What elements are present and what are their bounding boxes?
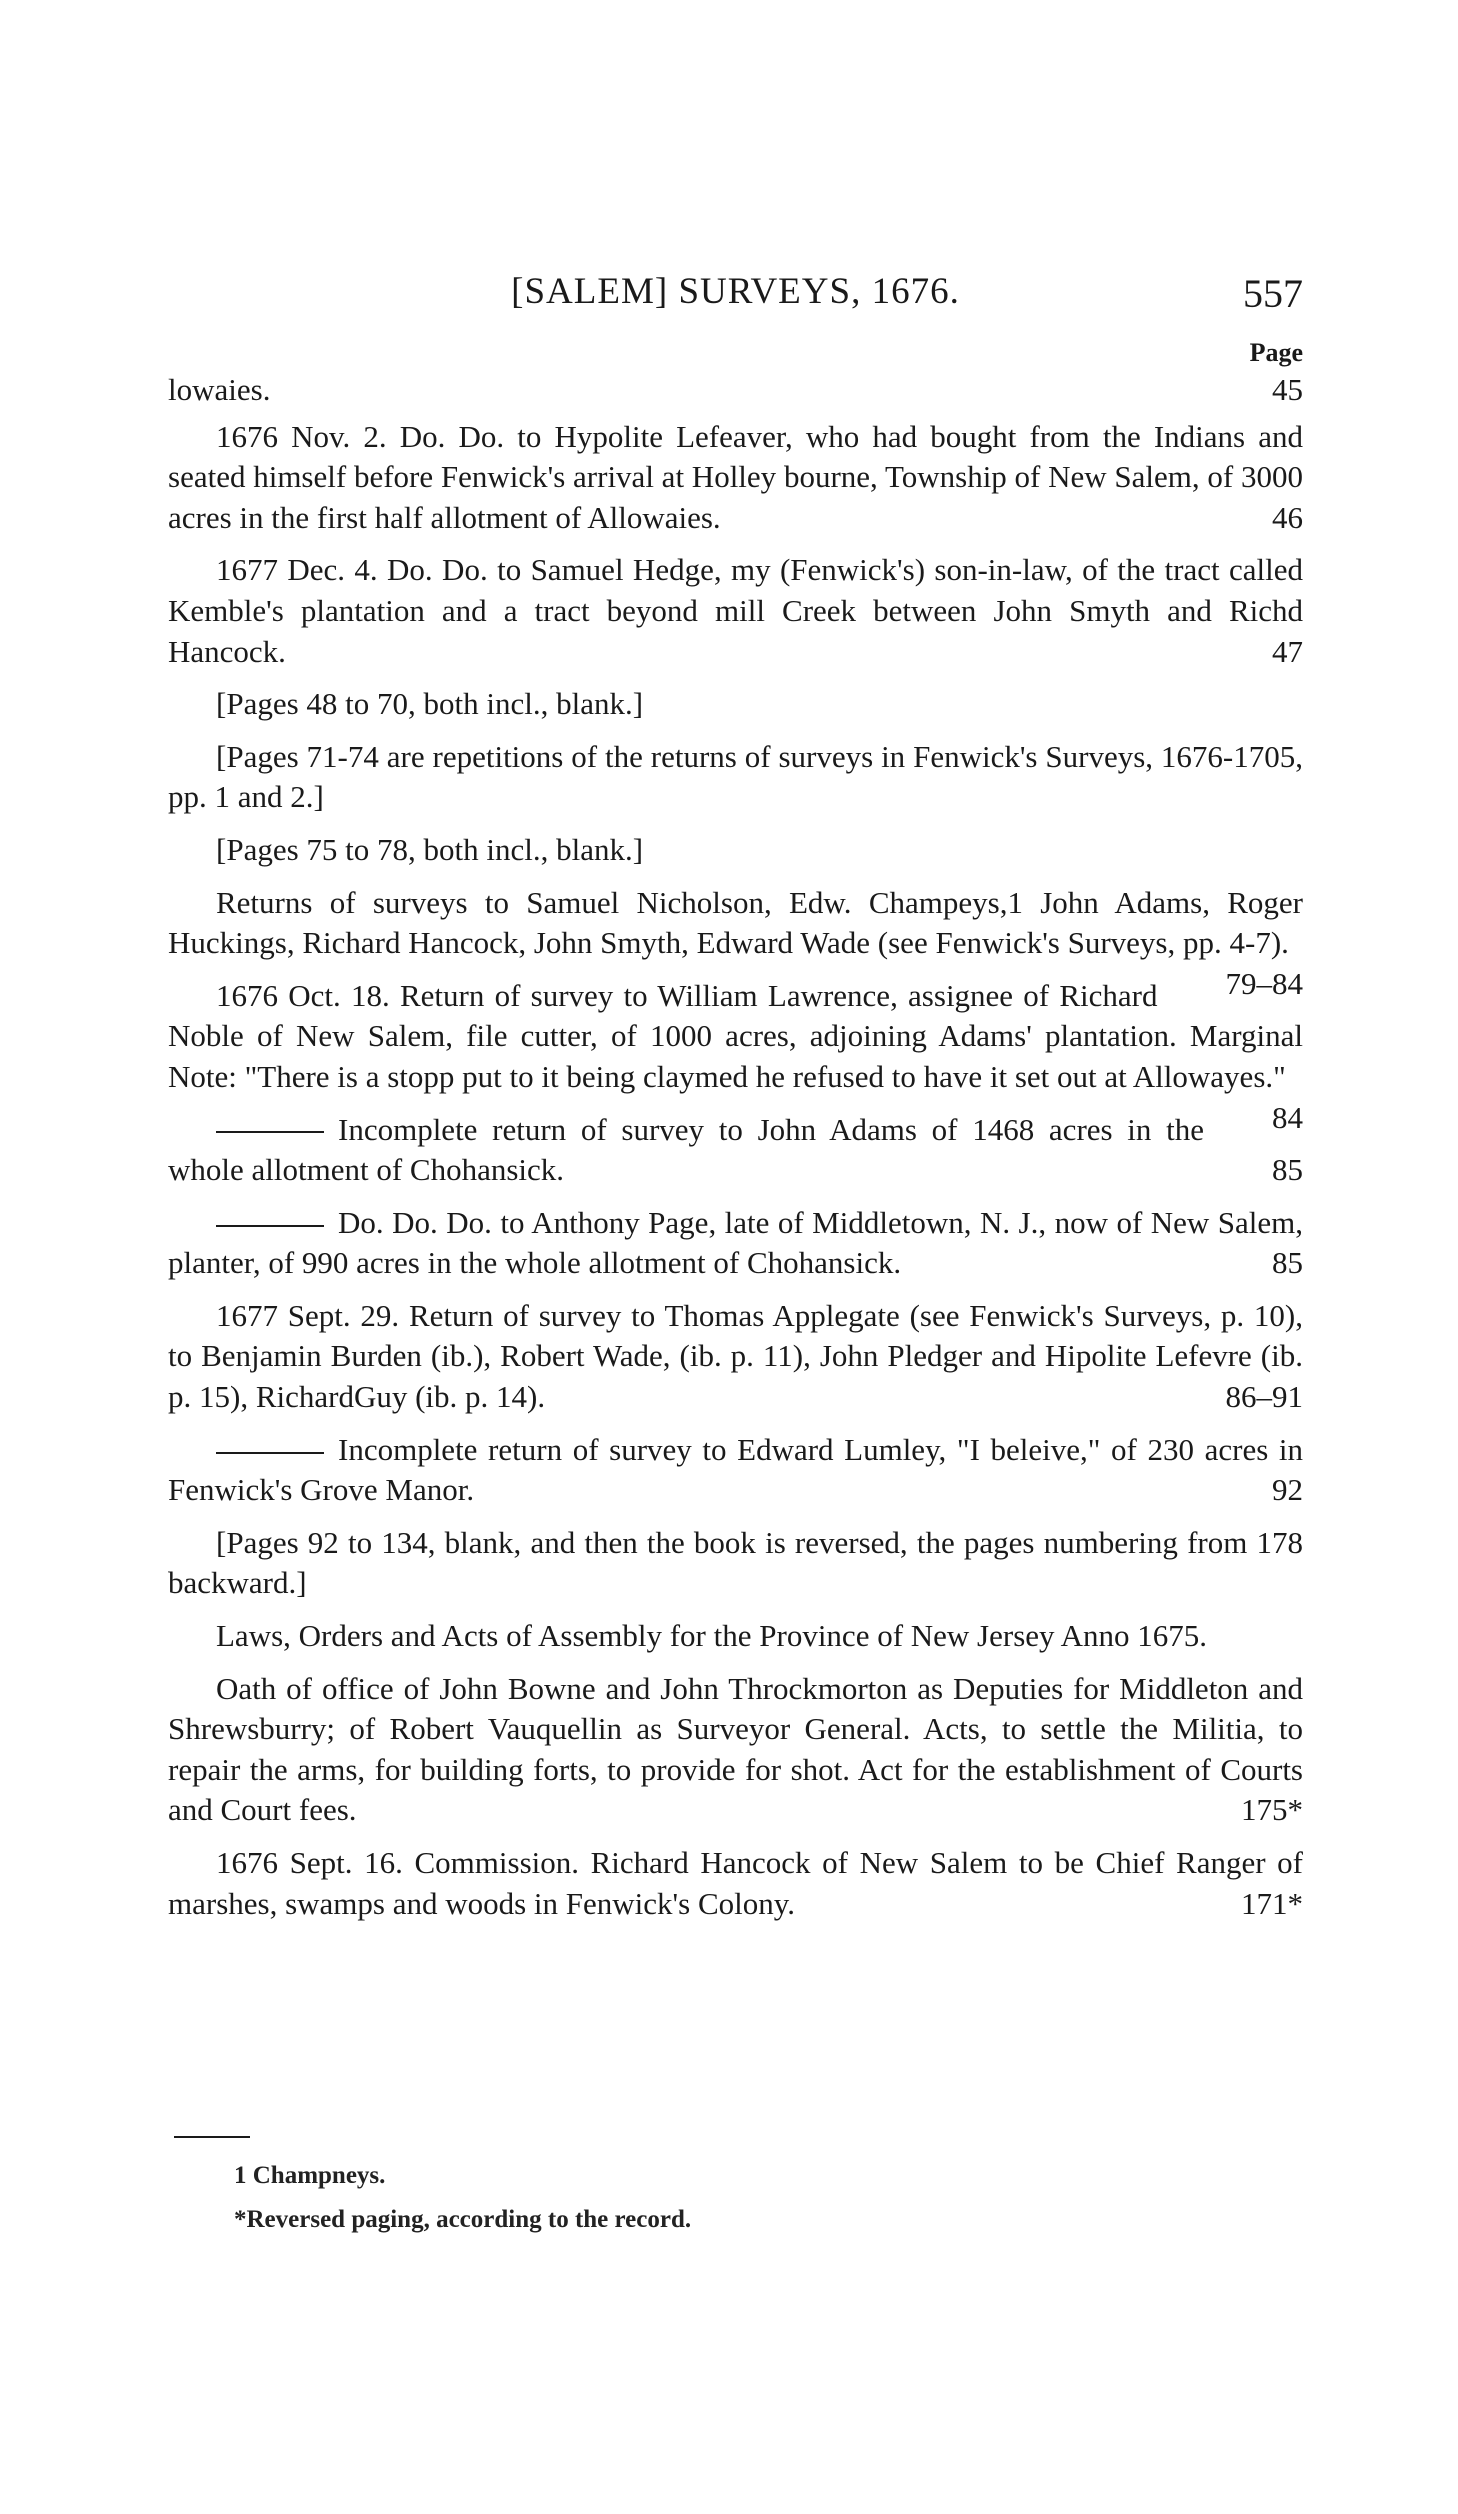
entry-page-ref: 45	[1272, 372, 1303, 407]
entry-page-ref: 79–84	[1225, 965, 1303, 1001]
entry-4	[168, 737, 1303, 818]
entry-page-ref: 85	[1272, 1245, 1303, 1281]
entry-text: lowaies.	[168, 372, 271, 407]
survey-entries	[168, 370, 1303, 1936]
entry-text: Incomplete return of survey to Edward Lumley, "I beleive," of 230 acres in Fenwick's Grove Manor.	[168, 1431, 1303, 1508]
entry-6	[168, 883, 1303, 1001]
footnote-1: 1 Champneys.	[234, 2162, 386, 2189]
entry-2	[168, 550, 1303, 672]
entry-15	[168, 1843, 1303, 1924]
entry-page-ref: 85	[1272, 1152, 1303, 1188]
ditto-dash	[216, 1225, 324, 1227]
entry-text: 1676 Oct. 18. Return of survey to William Lawrence, assignee of Richard Noble of New Salem, file cutter, of 1000 acres, adjoining Adams' plantation. Marginal Note: "There is a stopp put to it being claymed he refused to have it set out at Allowayes."	[168, 977, 1303, 1094]
entry-text: Do. Do. Do. to Anthony Page, late of Middletown, N. J., now of New Salem, planter, of 990 acres in the whole allotment of Chohansick.	[168, 1204, 1303, 1281]
entry-3	[168, 684, 1303, 725]
entry-8	[168, 1110, 1303, 1191]
entry-7	[168, 976, 1303, 1135]
entry-text: Laws, Orders and Acts of Assembly for the Province of New Jersey Anno 1675.	[216, 1618, 1207, 1654]
entry-text: [Pages 71-74 are repetitions of the returns of surveys in Fenwick's Surveys, 1676-1705, pp. 1 and 2.]	[168, 738, 1303, 815]
page-column-label: Page	[1249, 338, 1303, 367]
entry-11	[168, 1430, 1303, 1511]
entry-text: 1677 Dec. 4. Do. Do. to Samuel Hedge, my (Fenwick's) son-in-law, of the tract called Kemble's plantation and a tract beyond mill Creek between John Smyth and Richd Hancock.	[168, 552, 1303, 669]
ditto-dash	[216, 1452, 324, 1454]
entry-9	[168, 1203, 1303, 1284]
entry-text: Returns of surveys to Samuel Nicholson, Edw. Champeys,1 John Adams, Roger Huckings, Richard Hancock, John Smyth, Edward Wade (see Fenwick's Surveys, pp. 4-7).	[168, 884, 1303, 961]
book-page	[168, 0, 1303, 2514]
entry-text: 1676 Sept. 16. Commission. Richard Hancock of New Salem to be Chief Ranger of marshes, swamps and woods in Fenwick's Colony.	[168, 1845, 1303, 1921]
entry-page-ref: 92	[1272, 1472, 1303, 1508]
page-number: 557	[1243, 271, 1303, 316]
entry-12	[168, 1523, 1303, 1604]
entry-1	[168, 417, 1303, 539]
entry-14	[168, 1669, 1303, 1831]
running-title: [SALEM] SURVEYS, 1676.	[511, 271, 960, 312]
entry-5	[168, 830, 1303, 871]
entry-text: Incomplete return of survey to John Adams of 1468 acres in the whole allotment of Chohansick.	[168, 1111, 1204, 1188]
entry-text: [Pages 92 to 134, blank, and then the book is reversed, the pages numbering from 178 backward.]	[168, 1524, 1303, 1601]
entry-page-ref: 84	[1272, 1099, 1303, 1135]
entry-text: [Pages 75 to 78, both incl., blank.]	[216, 831, 644, 867]
entry-page-ref: 86–91	[1225, 1379, 1303, 1415]
entry-text: 1676 Nov. 2. Do. Do. to Hypolite Lefeaver, who had bought from the Indians and seated himself before Fenwick's arrival at Holley bourne, Township of New Salem, of 3000 acres in the first half allotment of Allowaies.	[168, 418, 1303, 535]
entry-text: 1677 Sept. 29. Return of survey to Thomas Applegate (see Fenwick's Surveys, p. 10), to Benjamin Burden (ib.), Robert Wade, (ib. p. 11), John Pledger and Hipolite Lefevre (ib. p. 15), RichardGuy (ib. p. 14).	[168, 1297, 1303, 1415]
entry-10	[168, 1296, 1303, 1418]
entry-13	[168, 1616, 1303, 1657]
entry-page-ref: 46	[1272, 499, 1303, 535]
running-head	[168, 270, 1303, 330]
entry-page-ref: 171*	[1241, 1885, 1303, 1921]
ditto-dash	[216, 1131, 324, 1133]
entry-0	[168, 370, 1303, 411]
footnotes	[234, 2154, 691, 2242]
footnote-rule	[174, 2136, 250, 2138]
entry-page-ref: 175*	[1241, 1792, 1303, 1828]
entry-text: [Pages 48 to 70, both incl., blank.]	[216, 686, 644, 722]
footnote-reversed-paging: *Reversed paging, according to the record.	[234, 2206, 692, 2233]
entry-page-ref: 47	[1272, 633, 1303, 669]
entry-text: Oath of office of John Bowne and John Throckmorton as Deputies for Middleton and Shrewsburry; of Robert Vauquellin as Surveyor General. Acts, to settle the Militia, to repair the arms, for building forts, to provide for shot. Act for the establishment of Courts and Court fees.	[168, 1670, 1303, 1828]
